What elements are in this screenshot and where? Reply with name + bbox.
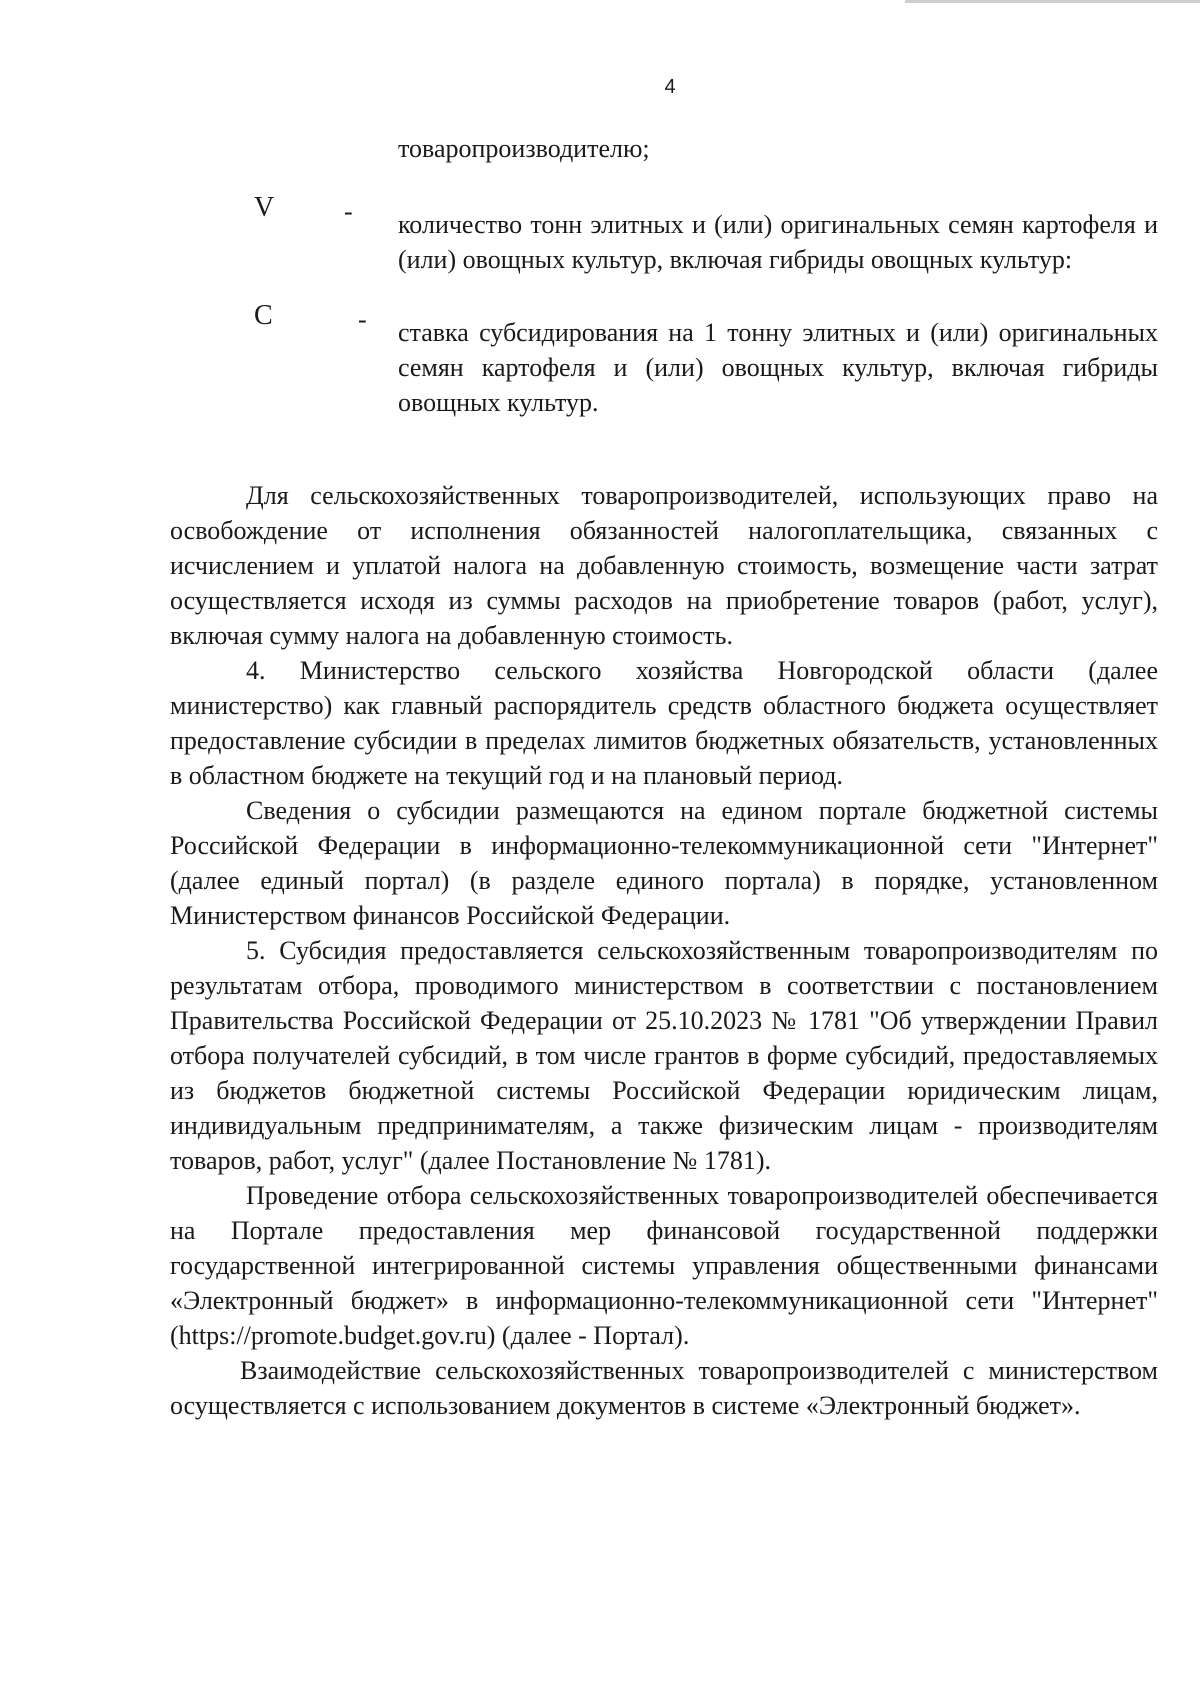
continued-line: товаропроизводителю;	[398, 134, 650, 163]
variable-definition-v: количество тонн элитных и (или) оригинальных семян картофеля и (или) овощных культур, включая гибриды овощных культур:	[398, 210, 1158, 274]
variable-symbol-c: С	[254, 300, 273, 331]
paragraph-item-4: 4. Министерство сельского хозяйства Новгородской области (далее министерство) как главный распорядитель средств областного бюджета осуществляет предоставление субсидии в пределах лимитов бюджетных обязательств, установленных в областном бюджете на текущий год и на плановый период.	[170, 656, 1158, 790]
paragraph-subsidy-info: Сведения о субсидии размещаются на едином портале бюджетной системы Российской Федерации в информационно-телекоммуникационной сети "Интернет" (далее единый портал) (в разделе единого портала) в порядке, установленном Министерством финансов Российской Федерации.	[170, 796, 1158, 930]
paragraph-selection-portal: Проведение отбора сельскохозяйственных товаропроизводителей обеспечивается на Портале предоставления мер финансовой государственной поддержки государственной интегрированной системы управления общественными финансами «Электронный бюджет» в информационно-телекоммуникационной сети "Интернет" (https://promote.budget.gov.ru) (далее - Портал).	[170, 1181, 1158, 1350]
scan-edge-rule	[905, 0, 1200, 3]
variable-dash-c: -	[358, 305, 367, 334]
paragraph-item-5: 5. Субсидия предоставляется сельскохозяйственным товаропроизводителям по результатам отбора, проводимого министерством в соответствии с постановлением Правительства Российской Федерации от 25.10.2023 № 1781 "Об утверждении Правил отбора получателей субсидий, в том числе грантов в форме субсидий, предоставляемых из бюджетов бюджетной системы Российской Федерации юридическим лицам, индивидуальным предпринимателям, а также физическим лицам - производителям товаров, работ, услуг" (далее Постановление № 1781).	[170, 936, 1158, 1175]
paragraph-vat-exemption: Для сельскохозяйственных товаропроизводителей, использующих право на освобождение от исполнения обязанностей налогоплательщика, связанных с исчислением и уплатой налога на добавленную стоимость, возмещение части затрат осуществляется исходя из суммы расходов на приобретение товаров (работ, услуг), включая сумму налога на добавленную стоимость.	[170, 481, 1158, 650]
variable-dash-v: -	[344, 197, 353, 226]
body-text	[170, 478, 1158, 1423]
variable-definition-c: ставка субсидирования на 1 тонну элитных и (или) оригинальных семян картофеля и (или) овощных культур, включая гибриды овощных культур.	[398, 318, 1158, 417]
page-number: 4	[664, 76, 676, 98]
paragraph-interaction: Взаимодействие сельскохозяйственных товаропроизводителей с министерством осуществляется с использованием документов в системе «Электронный бюджет».	[170, 1356, 1158, 1420]
variable-symbol-v: V	[254, 192, 275, 223]
